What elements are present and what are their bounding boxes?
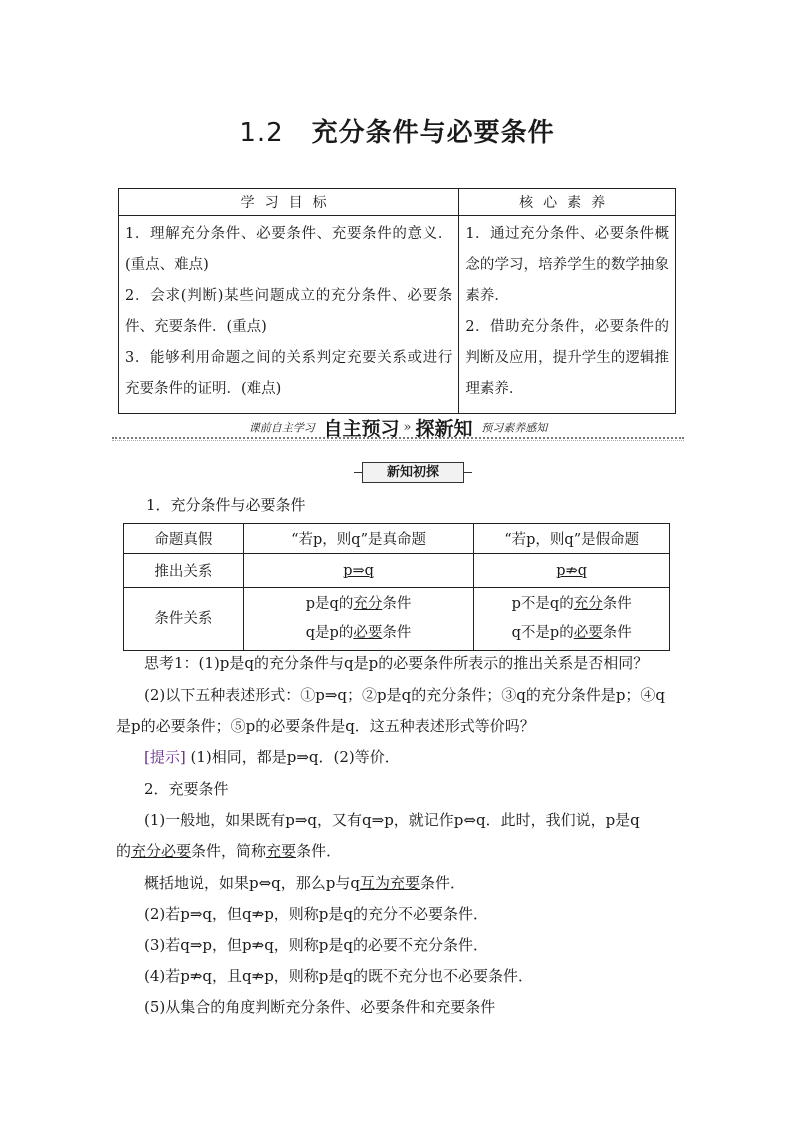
literacy-item: 2．借助充分条件，必要条件的判断及应用，提升学生的逻辑推理素养． <box>465 319 669 397</box>
think-question-2b: 是p的必要条件；⑤p的必要条件是q．这五种表述形式等价吗？ <box>116 717 535 735</box>
header-learning-goals: 学习目标 <box>119 189 459 216</box>
section-number: 1.2 <box>239 118 284 148</box>
section2-heading: 2．充要条件 <box>144 780 229 798</box>
section-tag: 新知初探 <box>362 462 464 483</box>
hint-text: (1)相同，都是p⇒q．(2)等价． <box>190 748 400 766</box>
banner-left-caption: 课前自主学习 <box>248 421 315 435</box>
header-core-literacy: 核心素养 <box>459 189 676 216</box>
section-banner <box>112 412 684 438</box>
item-2: (2)若p⇒q，但q⇏p，则称p是q的充分不必要条件． <box>144 905 488 923</box>
goal-item: 2．会求(判断)某些问题成立的充分条件、必要条件、充要条件．(重点) <box>125 288 453 335</box>
cell-relation-false: p不是q的充分条件 q不是p的必要条件 <box>474 588 670 651</box>
cell-inference-label: 推出关系 <box>124 554 244 588</box>
hint-line <box>144 746 682 768</box>
cell-relation-label: 条件关系 <box>124 588 244 651</box>
paragraph-1a: (1)一般地，如果既有p⇒q，又有q⇒p，就记作p⇔q．此时，我们说，p是q <box>144 811 640 829</box>
paragraph-1b: 的充分必要条件，简称充要条件． <box>116 842 342 860</box>
literacy-item: 1．通过充分条件、必要条件概念的学习，培养学生的数学抽象素养． <box>465 226 669 304</box>
cell-implies: p⇒q <box>343 562 374 579</box>
item-4: (4)若p⇏q，且q⇏p，则称p是q的既不充分也不必要条件． <box>144 967 533 985</box>
condition-table <box>123 523 670 651</box>
core-literacy-cell <box>459 216 676 414</box>
cell-not-implies: p⇏q <box>556 562 588 579</box>
paragraph-2: 概括地说，如果p⇔q，那么p与q互为充要条件． <box>144 874 466 892</box>
banner-title: 自主预习 <box>323 418 400 440</box>
cell-truth-label: 命题真假 <box>124 524 244 554</box>
think-question-1: 思考1：(1)p是q的充分条件与q是p的必要条件所表示的推出关系是否相同？ <box>144 654 649 672</box>
item-3: (3)若q⇒p，但p⇏q，则称p是q的必要不充分条件． <box>144 936 488 954</box>
section1-heading: 1．充分条件与必要条件 <box>146 496 306 514</box>
cell-false-proposition: “若p，则q”是假命题 <box>474 524 670 554</box>
cell-true-proposition: “若p，则q”是真命题 <box>243 524 474 554</box>
goal-item: 3．能够利用命题之间的关系判定充要关系或进行充要条件的证明．(难点) <box>125 350 453 397</box>
think-question-2a: (2)以下五种表述形式：①p⇒q；②p是q的充分条件；③q的充分条件是p；④q <box>144 686 666 704</box>
goal-item: 1．理解充分条件、必要条件、充要条件的意义．(重点、难点) <box>125 226 453 273</box>
banner-title-2: 探新知 <box>415 418 473 440</box>
page-title <box>0 112 794 149</box>
hint-label: [提示] <box>144 748 186 766</box>
learning-goals-table <box>118 188 676 414</box>
item-5: (5)从集合的角度判断充分条件、必要条件和充要条件 <box>144 998 496 1016</box>
banner-right-caption: 预习素养感知 <box>481 421 548 435</box>
learning-goals-cell <box>119 216 459 414</box>
banner-arrow-icon: » <box>403 420 412 435</box>
title-text: 充分条件与必要条件 <box>311 118 555 148</box>
cell-relation-true: p是q的充分条件 q是p的必要条件 <box>243 588 474 651</box>
